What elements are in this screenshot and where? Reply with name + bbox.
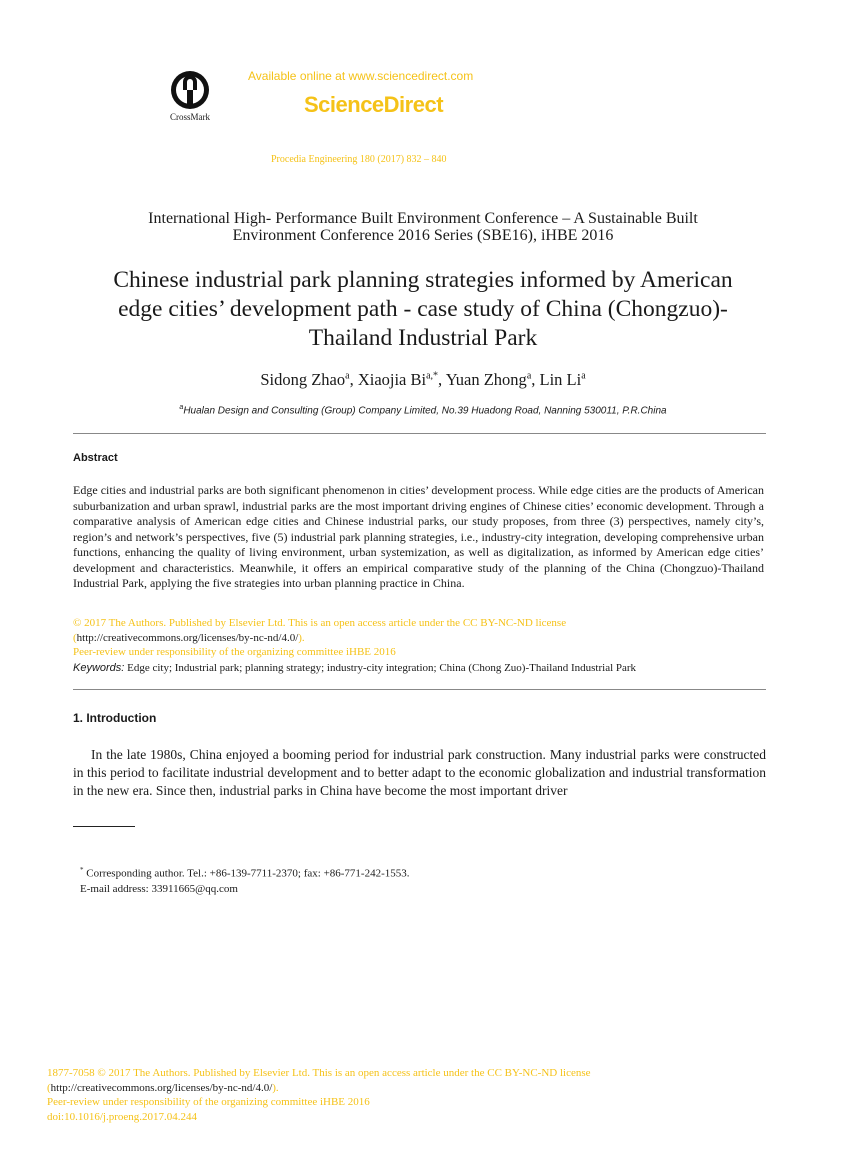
journal-reference: Procedia Engineering 180 (2017) 832 – 840: [271, 154, 447, 165]
footnote: [80, 863, 410, 897]
author-separator: ,: [349, 370, 358, 389]
divider: [73, 689, 766, 690]
author-name: Lin Li: [539, 370, 582, 389]
footer-peer-review: Peer-review under responsibility of the organizing committee iHBE 2016: [47, 1096, 370, 1108]
license-link[interactable]: http://creativecommons.org/licenses/by-nc-nd/4.0/: [76, 631, 299, 644]
page-footer: [47, 1066, 591, 1124]
available-online-link[interactable]: Available online at www.sciencedirect.com: [248, 69, 474, 83]
divider: [73, 433, 766, 434]
footnote-contact: Corresponding author. Tel.: +86-139-7711-2370; fax: +86-771-242-1553.: [83, 867, 410, 880]
crossmark-icon: [170, 70, 210, 110]
introduction-paragraph: In the late 1980s, China enjoyed a booming period for industrial park construction. Many industrial parks were constructed in this period to facilitate industrial development and to better adapt to the economic globalization and industrial transformation in the new era. Since then, industrial parks in China have become the most important driver: [73, 747, 766, 798]
author-affil-marker: a: [526, 370, 532, 382]
crossmark-label: CrossMark: [170, 112, 210, 122]
footer-license-open: (: [47, 1081, 51, 1094]
keywords: [73, 662, 766, 674]
author-separator: ,: [438, 370, 446, 389]
section-heading-introduction: 1. Introduction: [73, 711, 157, 725]
author-name: Sidong Zhao: [260, 370, 346, 389]
author-affil-marker: a,*: [426, 370, 439, 382]
footer-license-link[interactable]: http://creativecommons.org/licenses/by-nc-nd/4.0/: [50, 1081, 273, 1094]
footer-license-close: ).: [272, 1081, 279, 1094]
footnote-corresponding: [80, 863, 410, 882]
license-close: ).: [298, 631, 305, 644]
license-line: [73, 631, 766, 646]
footnote-marker: *: [80, 866, 84, 874]
title-line-1: Chinese industrial park planning strategies informed by American: [113, 267, 733, 293]
introduction-text: [73, 746, 766, 800]
footnote-email: E-mail address: 33911665@qq.com: [80, 882, 238, 895]
copyright-line: © 2017 The Authors. Published by Elsevier Ltd. This is an open access article under the CC BY-NC-ND license: [73, 617, 567, 629]
affiliation-marker: a: [179, 404, 184, 411]
conference-line-2: Environment Conference 2016 Series (SBE16), iHBE 2016: [232, 227, 614, 244]
author-affil-marker: a: [581, 370, 586, 382]
title-line-3: Thailand Industrial Park: [308, 325, 538, 351]
paper-title: [40, 266, 806, 353]
footer-doi[interactable]: doi:10.1016/j.proeng.2017.04.244: [47, 1110, 198, 1123]
abstract-heading: Abstract: [73, 452, 118, 464]
crossmark-badge[interactable]: [166, 70, 214, 122]
footer-license: [47, 1081, 591, 1096]
title-line-2: edge cities’ development path - case study of China (Chongzuo)-: [118, 296, 728, 322]
sciencedirect-logo[interactable]: ScienceDirect: [304, 92, 444, 117]
author-list: [60, 370, 786, 390]
keywords-text: Edge city; Industrial park; planning strategy; industry-city integration; China (Chong Zuo)-Thailand Industrial Park: [124, 662, 637, 674]
affiliation: [60, 404, 786, 416]
abstract-text: Edge cities and industrial parks are both significant phenomenon in cities’ development process. While edge cities are the products of American suburbanization and urban sprawl, industrial parks are the most important driving engines of Chinese cities’ economic development. Through a comparative analysis of American edge cities and Chinese industrial parks, our study proposes, from three (3) perspectives, namely city’s, region’s and network’s perspectives, five (5) industrial park planning strategies, i.e., industry-city integration, developing comprehensive urban functions, enhancing the quality of living environment, urban systemization, as well as digitalization, as informed by American edge cities’ development and characteristics. Meanwhile, it offers an empirical comparative study of the planning of the China (Chongzuo)-Thailand Industrial Park, applying the five strategies into urban planning practice in China.: [73, 483, 764, 590]
keywords-label: Keywords:: [73, 662, 125, 674]
license-open: (: [73, 631, 77, 644]
affiliation-text: Hualan Design and Consulting (Group) Company Limited, No.39 Huadong Road, Nanning 530011, P.R.China: [183, 405, 667, 417]
footer-copyright: 1877-7058 © 2017 The Authors. Published by Elsevier Ltd. This is an open access article under the CC BY-NC-ND license: [47, 1067, 591, 1079]
author-separator: ,: [531, 370, 540, 389]
conference-line-1: International High- Performance Built Environment Conference – A Sustainable Built: [148, 210, 698, 227]
peer-review-line: Peer-review under responsibility of the organizing committee iHBE 2016: [73, 646, 396, 658]
author-affil-marker: a: [345, 370, 350, 382]
copyright-block: [73, 616, 766, 660]
footnote-rule: [73, 826, 135, 827]
author-name: Yuan Zhong: [445, 370, 527, 389]
conference-name: [60, 210, 786, 244]
author-name: Xiaojia Bi: [357, 370, 427, 389]
